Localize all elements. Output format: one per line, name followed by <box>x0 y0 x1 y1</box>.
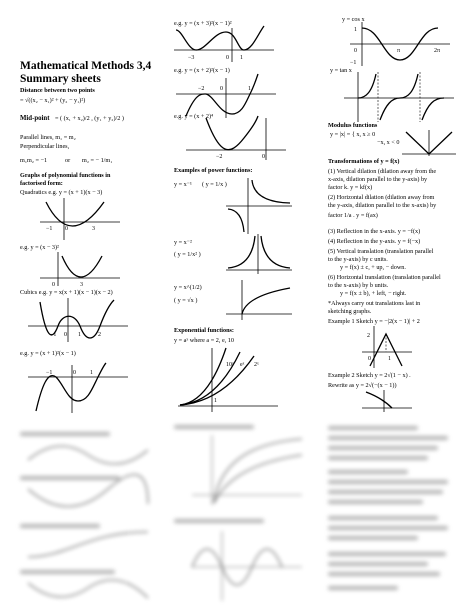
perp-formula-a: m₁m₂ = −1 <box>20 157 48 164</box>
eg-a-text: e.g. y = (x + 3)²(x − 1)² <box>174 20 232 27</box>
transform-5b: to the y-axis) by c units. <box>328 256 388 263</box>
example-1-graph <box>362 326 412 368</box>
transform-6: (6) Horizontal translation (translation parallel <box>328 274 441 281</box>
graph-b-label-1: 1 <box>248 86 251 92</box>
cos-tick-neg1: −1 <box>350 60 357 66</box>
graph-b-label-neg2: −2 <box>198 86 205 92</box>
transform-4: (4) Reflection in the y-axis. y = f(−x) <box>328 238 421 245</box>
cubic2-example: e.g. y = (x + 1)²(x − 1) <box>20 350 76 357</box>
quartic-label-2: 2 <box>98 332 101 338</box>
cos-tick-0: 0 <box>354 48 357 54</box>
parallel-lines: Parallel lines, m₁ = m₂ <box>20 134 76 141</box>
modulus-def-a: y = |x| = { x, x ≥ 0 <box>330 131 376 138</box>
tan-label: y = tan x <box>330 67 352 74</box>
eg-b-text: e.g. y = (x + 2)²(x − 1) <box>174 67 230 74</box>
tan-graph <box>344 72 454 122</box>
cubic2-label-1: 1 <box>90 370 93 376</box>
transform-6c: y = f(x ± b), + left, − right. <box>340 290 407 297</box>
ex1-label-0: 0 <box>368 356 371 362</box>
quartic-graph <box>28 298 128 342</box>
modulus-graph <box>402 130 456 156</box>
quadratic-graph <box>40 198 120 240</box>
square-example: e.g. y = (x − 3)² <box>20 244 59 251</box>
perp-or: or <box>65 157 71 164</box>
transform-2: (2) Horizontal dilation (dilation away from <box>328 194 435 201</box>
graph-c-label-neg2: −2 <box>216 154 223 160</box>
transform-6b: to the x-axis) by b units. <box>328 282 389 289</box>
transform-1b: x-axis, dilation parallel to the y-axis) by <box>328 176 428 183</box>
graph-a-label-1: 1 <box>240 55 243 61</box>
blurred-content-col1 <box>18 420 158 605</box>
exp-heading: Exponential functions: <box>174 327 234 334</box>
title-line-1: Mathematical Methods 3,4 <box>20 60 152 72</box>
modulus-heading: Modulus functions <box>328 122 378 129</box>
sqrt-graph <box>226 280 292 320</box>
example-2: Example 2 Sketch y = 2√(1 − x) . <box>328 372 411 379</box>
transform-1c: factor k. y = kf(x) <box>328 184 373 191</box>
power-p3: y = x^(1/2) <box>174 284 202 291</box>
graph-b-label-0: 0 <box>220 86 223 92</box>
power-p2: y = x⁻² <box>174 239 192 246</box>
distance-heading: Distance between two points <box>20 87 95 94</box>
graph-b <box>176 78 276 118</box>
transform-heading: Transformations of y = f(x) <box>328 158 400 165</box>
exp-label-ex: eˣ <box>240 362 245 368</box>
ex1-label-2: 2 <box>367 333 370 339</box>
transform-7b: sketching graphs. <box>328 308 372 315</box>
example-2-graph <box>362 390 412 412</box>
page-title <box>20 60 151 86</box>
midpoint-heading: Mid-point <box>20 115 50 122</box>
quartic-label-neg1: −1 <box>50 332 57 338</box>
exp-label-10x: 10ˣ <box>226 362 234 368</box>
graph-a-label-0: 0 <box>226 55 229 61</box>
transform-2c: factor 1/a . y = f(ax) <box>328 212 378 219</box>
exp-label-2x: 2ˣ <box>254 362 259 368</box>
square-label-3: 3 <box>80 282 83 288</box>
exp-text: y = aˣ where a = 2, e, 10 <box>174 337 234 344</box>
transform-5c: y = f(x) ± c, + up, − down. <box>340 264 406 271</box>
cos-tick-1: 1 <box>354 27 357 33</box>
power-p2b: ( y = 1/x² ) <box>174 251 201 258</box>
cos-graph <box>350 22 450 66</box>
quartic-label-1: 1 <box>78 332 81 338</box>
distance-formula: = √((x₂ − x₁)² + (y₂ − y₁)²) <box>20 97 86 104</box>
perp-formula-b: m₂ = − 1/m₁ <box>82 157 113 164</box>
quartic-label-0: 0 <box>64 332 67 338</box>
cubic2-label-0: 0 <box>73 370 76 376</box>
perpendicular-lines: Perpendicular lines, <box>20 143 70 150</box>
quad-label-3: 3 <box>92 226 95 232</box>
quad-label-neg1: −1 <box>46 226 53 232</box>
square-graph <box>40 252 120 286</box>
cubic2-label-neg1: −1 <box>46 370 53 376</box>
midpoint-formula: = ( (x₁ + x₂)/2 , (y₁ + y₂)/2 ) <box>55 115 124 122</box>
cos-tick-pi: π <box>397 48 401 54</box>
graph-a <box>174 28 274 62</box>
cos-label: y = cos x <box>342 16 365 23</box>
graph-a-label-neg3: −3 <box>188 55 195 61</box>
example-2b: Rewrite as y = 2√(−(x − 1)) <box>328 382 397 389</box>
ex1-label-1: 1 <box>388 356 391 362</box>
quadratics-example: Quadratics e.g. y = (x + 1)(x − 3) <box>20 189 103 196</box>
power-p3b: ( y = √x ) <box>174 297 198 304</box>
cubics-example: Cubics e.g. y = x(x + 1)(x − 1)(x − 2) <box>20 289 113 296</box>
cubic2-graph <box>28 365 128 413</box>
graphs-heading-2: factorised form: <box>20 180 63 187</box>
transform-3: (3) Reflection in the x-axis. y = −f(x) <box>328 228 421 235</box>
cos-tick-2pi: 2π <box>434 48 441 54</box>
inverse-square-graph <box>226 234 292 274</box>
modulus-def-b: −x, x < 0 <box>377 139 400 146</box>
power-heading: Examples of power functions: <box>174 167 253 174</box>
graphs-heading-1: Graphs of polynomial functions in <box>20 172 111 179</box>
blurred-content-col3 <box>326 418 466 606</box>
transform-7: *Always carry out translations last in <box>328 300 421 307</box>
title-line-2: Summary sheets <box>20 73 101 86</box>
quad-label-0: 0 <box>65 226 68 232</box>
example-1: Example 1 Sketch y = −|2(x − 1)| + 2 <box>328 318 420 325</box>
transform-1: (1) Vertical dilation (dilation away from the <box>328 168 437 175</box>
graph-c-label-0: 0 <box>262 154 265 160</box>
square-label-0: 0 <box>52 282 55 288</box>
eg-c-text: e.g. y = (x + 2)⁴ <box>174 113 214 120</box>
graph-c <box>186 118 286 160</box>
power-p1b: ( y = 1/x ) <box>202 181 227 188</box>
exp-label-1: 1 <box>214 398 217 404</box>
transform-2b: the y-axis, dilation parallel to the x-axis) by <box>328 202 437 209</box>
blurred-content-col2 <box>172 415 312 605</box>
exponential-graph <box>178 348 278 412</box>
transform-5: (5) Vertical translation (translation parallel <box>328 248 434 255</box>
reciprocal-graph <box>226 178 292 234</box>
power-p1: y = x⁻¹ <box>174 181 192 188</box>
